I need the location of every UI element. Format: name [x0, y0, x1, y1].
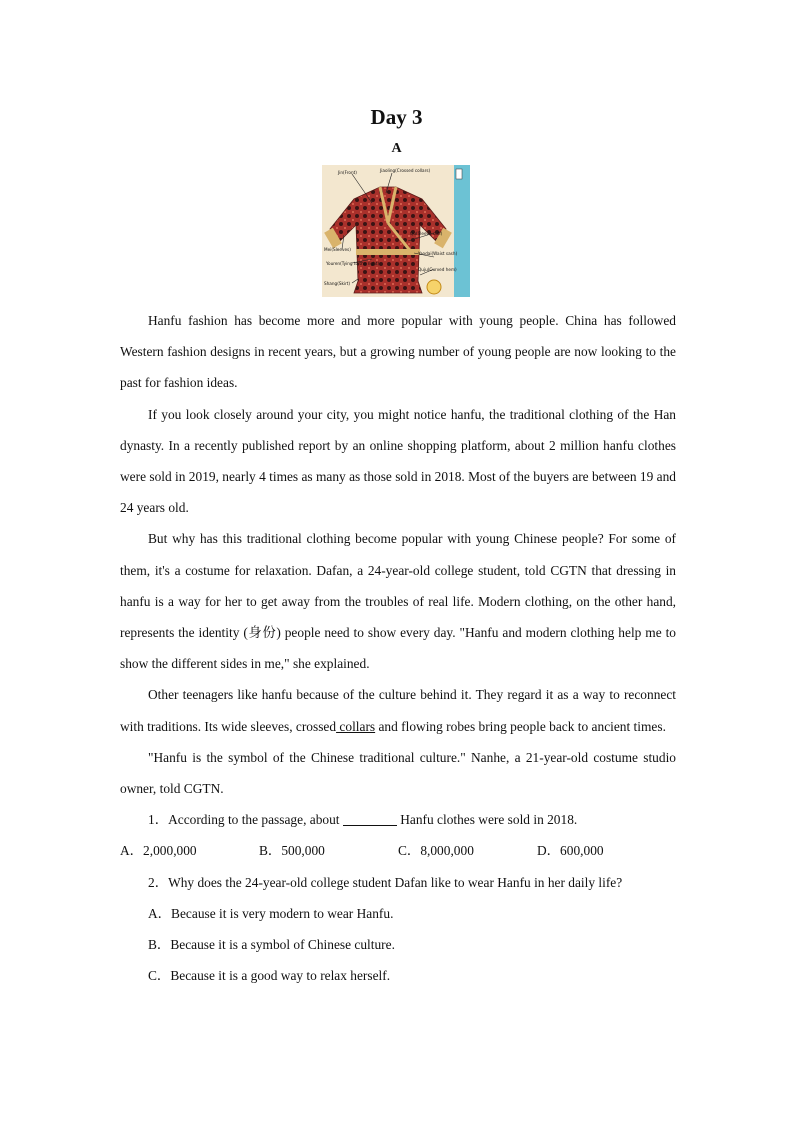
option-b[interactable]: B．500,000 [259, 843, 325, 859]
sash-shape [356, 249, 420, 255]
label-quju: Quju(Curved hem) [418, 267, 457, 272]
paragraph-1: Hanfu fashion has become more and more popular with young people. China has followed Western fashion designs in recent years, but a growing number of young people are now looking to the past for fashion ideas. [120, 313, 676, 391]
hanfu-diagram [322, 165, 470, 297]
answer-blank[interactable] [343, 811, 397, 826]
paragraph-4 [120, 679, 676, 741]
option-a[interactable]: A．2,000,000 [120, 843, 197, 859]
question-1 [120, 804, 676, 835]
hanfu-illustration [322, 165, 470, 297]
option-c[interactable]: C．8,000,000 [398, 843, 474, 859]
paragraph-4-text-b: and flowing robes bring people back to ancient times. [375, 718, 666, 734]
section-label: A [391, 141, 402, 156]
question-1-text-b: Hanfu clothes were sold in 2018. [396, 812, 578, 828]
question-2-option-b[interactable]: B．Because it is a symbol of Chinese culture. [148, 937, 395, 953]
option-d[interactable]: D．600,000 [537, 843, 604, 859]
passage-body [120, 305, 676, 991]
label-shang: Shang(Skirt) [324, 281, 351, 286]
label-yaodai: Yaodai(Waist sash) [418, 251, 458, 256]
question-2-option-a[interactable]: A．Because it is very modern to wear Hanfu. [148, 905, 394, 921]
figure-edge [454, 165, 470, 297]
page-title: Day 3 [370, 105, 423, 129]
paragraph-4-text-a: Other teenagers like hanfu because of the culture behind it. They regard it as a way to reconnect with traditions. Its wide sleeves, crossed [120, 687, 676, 734]
label-youren: Youren(Tying to the right) [326, 261, 380, 266]
paragraph-2: If you look closely around your city, you might notice hanfu, the traditional clothing of the Han dynasty. In a recently published report by an online shopping platform, about 2 million hanfu clothes were sold in 2019, nearly 4 times as many as those sold in 2018. Most of the buyers are between 19 and 24 years old. [120, 406, 676, 516]
question-1-text-a: 1．According to the passage, about [148, 812, 340, 828]
label-jin: Jin(Front) [338, 170, 357, 175]
label-jiaoling: Jiaoling(Crossed collars) [380, 168, 431, 173]
question-2: 2．Why does the 24-year-old college student Dafan like to wear Hanfu in her daily life? [148, 874, 623, 890]
question-2-option-c[interactable]: C．Because it is a good way to relax herself. [148, 968, 391, 984]
underlined-word: collars [336, 718, 376, 734]
question-1-options [120, 835, 676, 866]
paragraph-5: "Hanfu is the symbol of the Chinese traditional culture." Nanhe, a 21-year-old costume studio owner, told CGTN. [120, 749, 676, 797]
label-mei: Mei(Sleeves) [324, 247, 351, 252]
label-qu: Qu(Sleeve cuff) [410, 231, 443, 236]
paragraph-3: But why has this traditional clothing become popular with young Chinese people? For some of them, it's a costume for relaxation. Dafan, a 24-year-old college student, told CGTN that dressing in hanfu is a way for her to get away from the troubles of real life. Modern clothing, on the other hand, represents the identity (身份) people need to show every day. "Hanfu and modern clothing help me to show the different sides in me," she explained. [120, 531, 676, 672]
